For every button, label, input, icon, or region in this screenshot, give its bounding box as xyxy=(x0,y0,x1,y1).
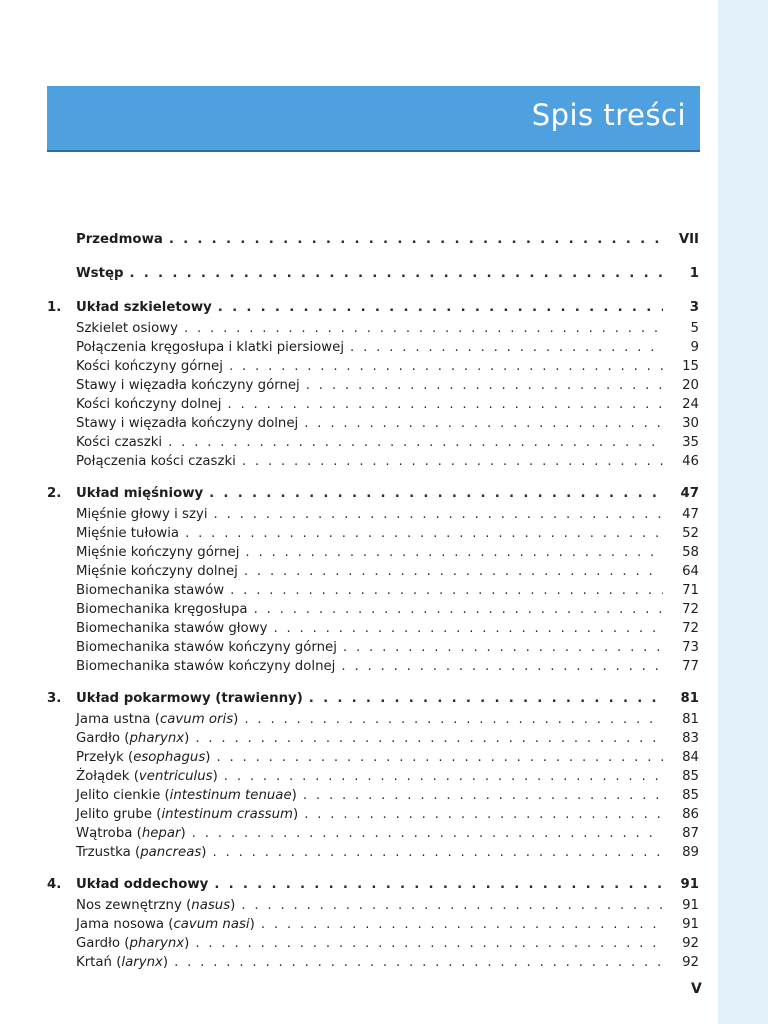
toc-entry-row[interactable] xyxy=(47,638,699,657)
toc-title-text: Mięśnie kończyny górnej xyxy=(76,545,240,560)
toc-title-text: Mięśnie tułowia xyxy=(76,526,180,541)
toc-entry-row[interactable] xyxy=(47,543,699,562)
toc-page-number: 47 xyxy=(682,507,699,522)
toc-title-suffix: ) xyxy=(230,898,236,913)
toc-page-number: 81 xyxy=(682,712,699,727)
toc-entry-title xyxy=(76,934,189,953)
toc-dot-leader xyxy=(216,748,663,767)
toc-entry-title xyxy=(76,638,337,657)
toc-entry-row[interactable] xyxy=(47,338,699,357)
toc-entry-title xyxy=(76,805,298,824)
footer-page-number: V xyxy=(691,981,702,997)
toc-page-number: 72 xyxy=(682,621,699,636)
toc-dot-leader xyxy=(244,562,663,581)
toc-title-text: Jama ustna ( xyxy=(76,712,160,727)
toc-entry-title xyxy=(76,688,303,710)
toc-dot-leader xyxy=(169,229,663,251)
toc-latin-term: nasus xyxy=(191,898,231,913)
toc-page-number: 83 xyxy=(682,731,699,746)
toc-latin-term: pharynx xyxy=(129,731,185,746)
toc-dot-leader xyxy=(192,824,663,843)
toc-chapter-row[interactable] xyxy=(47,874,699,896)
toc-title-suffix: ) xyxy=(205,750,211,765)
toc-page-number: 1 xyxy=(689,266,699,281)
toc-title-text: Połączenia kości czaszki xyxy=(76,454,236,469)
toc-title-text: Kości kończyny górnej xyxy=(76,359,223,374)
toc-entry-title xyxy=(76,600,248,619)
toc-page-number: 46 xyxy=(682,454,699,469)
toc-page-number: 87 xyxy=(682,826,699,841)
toc-entry-title xyxy=(76,357,223,376)
toc-dot-leader xyxy=(229,357,663,376)
toc-dot-leader xyxy=(224,767,663,786)
toc-entry-title xyxy=(76,543,239,562)
toc-entry-row[interactable] xyxy=(47,357,699,376)
toc-entry-row[interactable] xyxy=(47,767,699,786)
toc-title-text: Stawy i więzadła kończyny dolnej xyxy=(76,416,299,431)
toc-dot-leader xyxy=(218,297,663,319)
toc-entry-row[interactable] xyxy=(47,710,699,729)
toc-entry-row[interactable] xyxy=(47,843,699,862)
toc-title-text: Jelito grube ( xyxy=(76,807,162,822)
toc-entry-title xyxy=(76,395,221,414)
toc-page-number: 86 xyxy=(682,807,699,822)
toc-entry-row[interactable] xyxy=(47,414,699,433)
toc-title-suffix: ) xyxy=(184,731,190,746)
toc-chapter-number: 2. xyxy=(47,486,62,501)
toc-entry-title xyxy=(76,524,179,543)
toc-page-number: 77 xyxy=(682,659,699,674)
toc-entry-row[interactable] xyxy=(47,934,699,953)
toc-title-suffix: ) xyxy=(162,955,169,970)
toc-entry-title xyxy=(76,229,163,251)
toc-entry-title xyxy=(76,657,335,676)
toc-title-suffix: ) xyxy=(212,769,218,784)
toc-dot-leader xyxy=(195,934,663,953)
toc-page-number: 15 xyxy=(682,359,699,374)
toc-dot-leader xyxy=(227,395,663,414)
toc-latin-term: cavum nasi xyxy=(173,917,250,932)
toc-title-text: Biomechanika stawów kończyny dolnej xyxy=(76,659,336,674)
toc-latin-term: pharynx xyxy=(129,936,185,951)
toc-entry-title xyxy=(76,748,210,767)
toc-title-text: Mięśnie głowy i szyi xyxy=(76,507,208,522)
toc-dot-leader xyxy=(261,915,663,934)
toc-title-text: Biomechanika stawów głowy xyxy=(76,621,268,636)
toc-page-number: 71 xyxy=(682,583,699,598)
toc-entry-title xyxy=(76,319,178,338)
page-title: Spis treści xyxy=(531,98,686,132)
toc-dot-leader xyxy=(245,543,663,562)
toc-latin-term: larynx xyxy=(121,955,163,970)
toc-title-text: Nos zewnętrzny ( xyxy=(76,898,192,913)
toc-entry-title xyxy=(76,562,238,581)
toc-entry-title xyxy=(76,452,236,471)
toc-dot-leader xyxy=(195,729,663,748)
toc-title-suffix: ) xyxy=(180,826,186,841)
toc-title-text: Kości kończyny dolnej xyxy=(76,397,222,412)
toc-dot-leader xyxy=(214,874,663,896)
toc-entry-title xyxy=(76,297,212,319)
toc-chapter-number: 3. xyxy=(47,691,62,706)
toc-entry-title xyxy=(76,414,298,433)
toc-entry-title xyxy=(76,874,208,896)
toc-title-text: Układ pokarmowy (trawienny) xyxy=(76,691,303,706)
toc-page-number: 89 xyxy=(682,845,699,860)
toc-page-number: VII xyxy=(678,232,699,247)
toc-latin-term: esophagus xyxy=(133,750,206,765)
toc-latin-term: hepar xyxy=(141,826,181,841)
table-of-contents xyxy=(47,229,699,972)
toc-entry-row[interactable] xyxy=(47,748,699,767)
toc-dot-leader xyxy=(214,505,663,524)
toc-dot-leader xyxy=(304,805,663,824)
toc-entry-row[interactable] xyxy=(47,805,699,824)
toc-title-suffix: ) xyxy=(184,936,190,951)
toc-entry-row[interactable] xyxy=(47,915,699,934)
toc-dot-leader xyxy=(129,263,663,285)
toc-page-number: 35 xyxy=(682,435,699,450)
toc-entry-title xyxy=(76,505,208,524)
toc-page-number: 3 xyxy=(689,300,699,315)
toc-title-text: Jama nosowa ( xyxy=(76,917,174,932)
toc-title-text: Trzustka ( xyxy=(76,845,141,860)
toc-page-number: 64 xyxy=(682,564,699,579)
toc-entry-row[interactable] xyxy=(47,657,699,676)
toc-title-text: Biomechanika stawów kończyny górnej xyxy=(76,640,337,655)
toc-page-number: 91 xyxy=(680,877,699,892)
toc-page-number: 58 xyxy=(682,545,699,560)
toc-page-number: 20 xyxy=(682,378,699,393)
page-edge-margin xyxy=(718,0,768,1024)
toc-entry-row[interactable] xyxy=(47,562,699,581)
toc-entry-row[interactable] xyxy=(47,452,699,471)
toc-latin-term: intestinum crassum xyxy=(161,807,293,822)
toc-title-text: Układ szkieletowy xyxy=(76,300,212,315)
toc-entry-row[interactable] xyxy=(47,433,699,452)
toc-latin-term: cavum oris xyxy=(159,712,234,727)
toc-entry-title xyxy=(76,953,168,972)
toc-title-suffix: ) xyxy=(291,788,297,803)
toc-dot-leader xyxy=(174,953,663,972)
toc-entry-title xyxy=(76,786,297,805)
toc-chapter-row[interactable] xyxy=(47,229,699,251)
toc-title-text: Układ oddechowy xyxy=(76,877,209,892)
toc-entry-title xyxy=(76,729,189,748)
toc-chapter-number: 4. xyxy=(47,877,62,892)
toc-title-text: Gardło ( xyxy=(76,936,130,951)
toc-title-text: Wątroba ( xyxy=(76,826,142,841)
toc-entry-row[interactable] xyxy=(47,953,699,972)
toc-entry-row[interactable] xyxy=(47,376,699,395)
toc-title-text: Jelito cienkie ( xyxy=(76,788,170,803)
toc-latin-term: ventriculus xyxy=(138,769,213,784)
toc-entry-title xyxy=(76,915,255,934)
toc-title-suffix: ) xyxy=(249,917,255,932)
toc-entry-title xyxy=(76,843,206,862)
toc-dot-leader xyxy=(304,414,663,433)
toc-entry-title xyxy=(76,767,218,786)
toc-page-number: 92 xyxy=(682,936,699,951)
toc-dot-leader xyxy=(309,688,663,710)
toc-entry-title xyxy=(76,376,300,395)
toc-title-suffix: ) xyxy=(201,845,207,860)
toc-dot-leader xyxy=(254,600,663,619)
toc-page-number: 9 xyxy=(690,340,699,355)
toc-page-number: 47 xyxy=(680,486,699,501)
toc-entry-title xyxy=(76,896,235,915)
toc-entry-row[interactable] xyxy=(47,581,699,600)
toc-title-text: Przedmowa xyxy=(76,232,163,247)
toc-entry-title xyxy=(76,824,186,843)
toc-page-number: 85 xyxy=(682,769,699,784)
toc-page-number: 52 xyxy=(682,526,699,541)
toc-dot-leader xyxy=(341,657,663,676)
toc-title-text: Biomechanika kręgosłupa xyxy=(76,602,248,617)
toc-chapter-row[interactable] xyxy=(47,297,699,319)
toc-dot-leader xyxy=(168,433,663,452)
toc-dot-leader xyxy=(244,710,663,729)
toc-dot-leader xyxy=(209,483,663,505)
toc-chapter-row[interactable] xyxy=(47,688,699,710)
toc-title-text: Kości czaszki xyxy=(76,435,163,450)
toc-title-text: Wstęp xyxy=(76,266,124,281)
toc-chapter-row[interactable] xyxy=(47,483,699,505)
toc-dot-leader xyxy=(184,319,663,338)
toc-entry-row[interactable] xyxy=(47,824,699,843)
toc-entry-title xyxy=(76,433,162,452)
toc-chapter-row[interactable] xyxy=(47,263,699,285)
toc-title-text: Gardło ( xyxy=(76,731,130,746)
toc-title-text: Połączenia kręgosłupa i klatki piersiowej xyxy=(76,340,345,355)
toc-title-suffix: ) xyxy=(293,807,299,822)
toc-dot-leader xyxy=(241,896,663,915)
toc-dot-leader xyxy=(230,581,663,600)
toc-entry-row[interactable] xyxy=(47,524,699,543)
toc-page-number: 81 xyxy=(680,691,699,706)
toc-page-number: 92 xyxy=(682,955,699,970)
toc-chapter-number: 1. xyxy=(47,300,62,315)
toc-entry-row[interactable] xyxy=(47,600,699,619)
toc-page-number: 85 xyxy=(682,788,699,803)
toc-entry-title xyxy=(76,710,238,729)
toc-page-number: 91 xyxy=(682,898,699,913)
toc-page-number: 91 xyxy=(682,917,699,932)
toc-dot-leader xyxy=(303,786,663,805)
toc-entry-row[interactable] xyxy=(47,896,699,915)
toc-dot-leader xyxy=(242,452,663,471)
toc-page-number: 5 xyxy=(690,321,699,336)
toc-title-text: Przełyk ( xyxy=(76,750,134,765)
toc-dot-leader xyxy=(212,843,663,862)
toc-dot-leader xyxy=(273,619,663,638)
toc-entry-title xyxy=(76,483,203,505)
toc-entry-row[interactable] xyxy=(47,786,699,805)
toc-entry-row[interactable] xyxy=(47,619,699,638)
toc-title-text: Szkielet osiowy xyxy=(76,321,178,336)
toc-page-number: 72 xyxy=(682,602,699,617)
contents-header-bar xyxy=(47,86,700,152)
toc-entry-row[interactable] xyxy=(47,395,699,414)
toc-dot-leader xyxy=(350,338,663,357)
toc-title-text: Żołądek ( xyxy=(76,769,139,784)
toc-latin-term: intestinum tenuae xyxy=(169,788,292,803)
toc-entry-title xyxy=(76,338,344,357)
toc-entry-title xyxy=(76,581,224,600)
toc-title-suffix: ) xyxy=(233,712,239,727)
toc-title-text: Układ mięśniowy xyxy=(76,486,204,501)
toc-entry-row[interactable] xyxy=(47,729,699,748)
toc-entry-row[interactable] xyxy=(47,319,699,338)
toc-entry-row[interactable] xyxy=(47,505,699,524)
toc-page-number: 30 xyxy=(682,416,699,431)
toc-dot-leader xyxy=(185,524,663,543)
toc-entry-title xyxy=(76,263,123,285)
toc-latin-term: pancreas xyxy=(140,845,202,860)
toc-dot-leader xyxy=(343,638,663,657)
toc-title-text: Mięśnie kończyny dolnej xyxy=(76,564,238,579)
toc-page-number: 24 xyxy=(682,397,699,412)
toc-title-text: Stawy i więzadła kończyny górnej xyxy=(76,378,300,393)
toc-title-text: Krtań ( xyxy=(76,955,122,970)
toc-entry-title xyxy=(76,619,267,638)
toc-page-number: 84 xyxy=(682,750,699,765)
toc-dot-leader xyxy=(306,376,663,395)
toc-title-text: Biomechanika stawów xyxy=(76,583,225,598)
toc-page-number: 73 xyxy=(682,640,699,655)
